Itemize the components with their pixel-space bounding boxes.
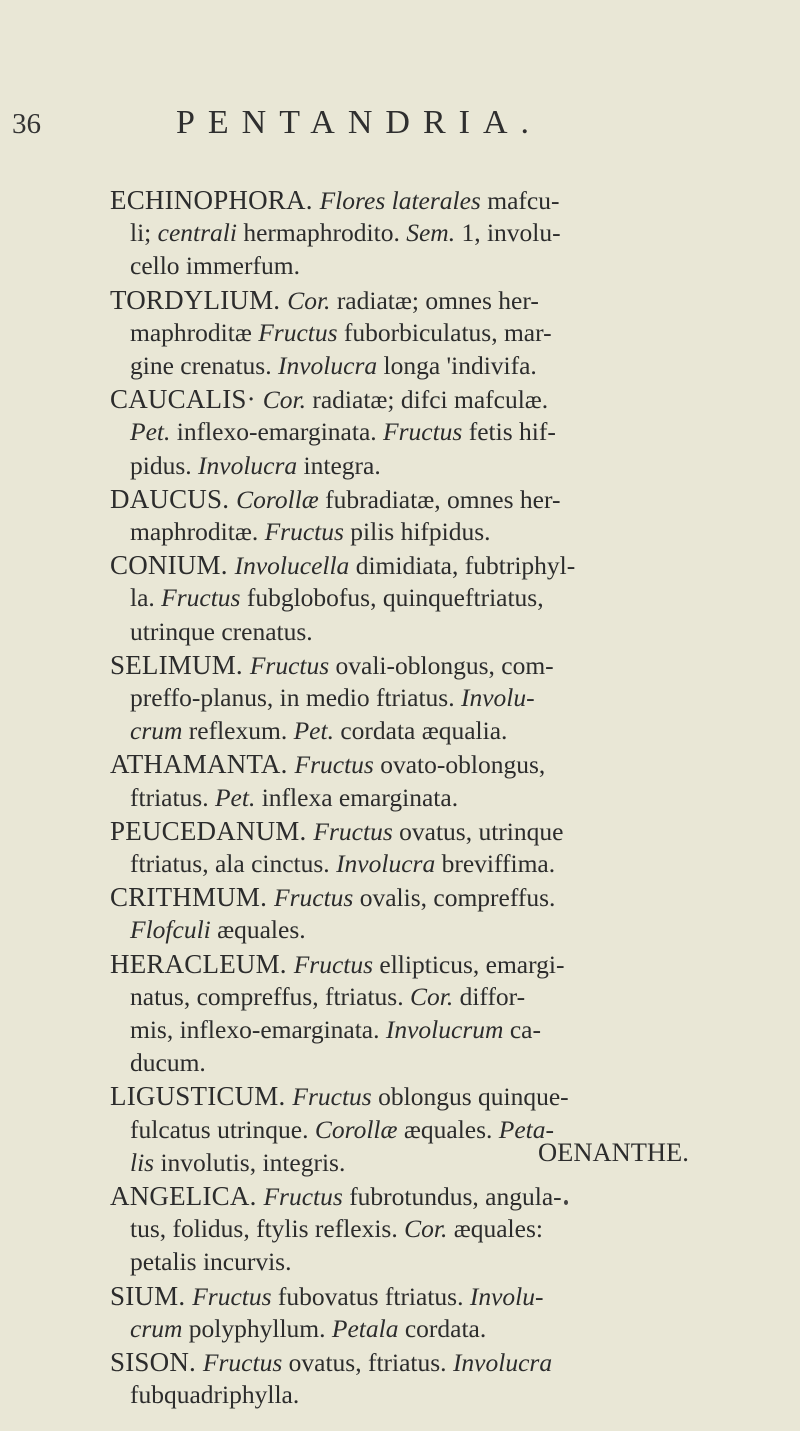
entry-continuation-line xyxy=(130,417,556,447)
italic-term: Fructus xyxy=(274,883,354,913)
genus-name: PEUCEDANUM. xyxy=(110,815,314,846)
text-run: gine crenatus. xyxy=(130,351,278,380)
entry-heading-line xyxy=(110,285,539,315)
text-run: longa 'indivifa. xyxy=(377,351,537,380)
text-run: ducum. xyxy=(130,1048,206,1078)
italic-term: Pet. xyxy=(293,716,334,746)
entry-continuation-line xyxy=(130,716,507,746)
italic-term: Fructus xyxy=(313,816,393,846)
italic-term: Fructus xyxy=(294,750,374,780)
text-run: reflexum. xyxy=(182,716,294,746)
italic-term: Involucra xyxy=(198,450,298,480)
genus-name: DAUCUS. xyxy=(110,483,237,514)
text-run: radiatæ; omnes her- xyxy=(330,285,539,315)
text-run: fubquadriphylla. xyxy=(130,1380,300,1410)
entry-heading-line xyxy=(110,185,559,215)
entry-continuation-line xyxy=(130,351,537,381)
italic-term: Involucra xyxy=(336,849,436,878)
entry-heading-line xyxy=(110,1281,544,1311)
text-run: inflexo-emarginata. xyxy=(170,417,384,447)
italic-term: Fructus xyxy=(202,1348,283,1377)
text-run: fubglobofus, quinqueftriatus, xyxy=(240,583,544,613)
italic-term: Corollæ xyxy=(236,484,319,514)
italic-term: Petala xyxy=(331,1313,399,1343)
entry-continuation-line xyxy=(130,982,525,1012)
italic-term: centrali xyxy=(157,218,237,248)
text-run: radiatæ; difci mafculæ. xyxy=(306,385,549,415)
text-run: dimidiata, fubtriphyl- xyxy=(349,551,576,581)
text-run: ovalis, compreffus. xyxy=(353,883,556,913)
entry-continuation-line xyxy=(130,849,555,879)
text-run: integra. xyxy=(297,450,381,480)
italic-term: Fructus xyxy=(258,317,338,347)
entry-continuation-line xyxy=(130,1115,554,1145)
italic-term: Fructus xyxy=(192,1281,272,1311)
text-run: mis, inflexo-emarginata. xyxy=(130,1015,386,1044)
italic-term: crum xyxy=(130,716,183,746)
italic-term: Involucella xyxy=(234,551,350,581)
genus-name: ANGELICA. xyxy=(110,1181,264,1211)
italic-term: Peta- xyxy=(498,1114,555,1144)
text-run: utrinque crenatus. xyxy=(130,616,313,646)
text-run: fubovatus ftriatus. xyxy=(271,1281,470,1311)
italic-term: Cor. xyxy=(404,1214,448,1244)
genus-name: TORDYLIUM. xyxy=(110,284,288,315)
italic-term: Involucrum xyxy=(385,1015,504,1044)
text-run: breviffima. xyxy=(435,849,556,878)
text-run: fubrotundus, angula- xyxy=(342,1182,562,1211)
text-run: ovatus, ftriatus. xyxy=(282,1348,453,1377)
entry-continuation-line xyxy=(130,251,300,281)
text-run: hermaphrodito. xyxy=(236,218,407,248)
text-run: 1, involu- xyxy=(455,218,561,248)
italic-term: Cor. xyxy=(262,385,306,415)
genus-name: ECHINOPHORA. xyxy=(110,185,320,215)
genus-name: CRITHMUM. xyxy=(110,882,275,913)
entry-continuation-line xyxy=(130,1148,345,1178)
running-head: PENTANDRIA. xyxy=(176,104,542,141)
entry-heading-line xyxy=(110,384,548,414)
entry-heading-line xyxy=(110,484,560,514)
entry-continuation-line xyxy=(130,218,561,248)
catchword: OENANTHE. xyxy=(538,1137,689,1167)
italic-term: Fructus xyxy=(264,517,344,546)
text-run: pilis hifpidus. xyxy=(343,517,491,546)
entry-heading-line xyxy=(110,550,575,580)
text-run: tus, folidus, ftylis reflexis. xyxy=(130,1214,405,1244)
text-run: preffo-planus, in medio ftriatus. xyxy=(130,683,461,712)
text-run: cordata. xyxy=(398,1313,487,1343)
text-run: ca- xyxy=(503,1015,541,1044)
entry-continuation-line xyxy=(130,915,306,945)
italic-term: Involucra xyxy=(277,351,378,380)
italic-term: Fructus xyxy=(249,650,330,680)
entry-heading-line xyxy=(110,1181,562,1211)
text-run: involutis, integris. xyxy=(154,1147,346,1177)
italic-term: Fructus xyxy=(292,1082,372,1112)
entry-continuation-line xyxy=(130,451,381,481)
genus-name: HERACLEUM. xyxy=(110,948,294,979)
italic-term: Fructus xyxy=(161,583,241,613)
text-run: inflexa emarginata. xyxy=(255,782,459,812)
entry-heading-line xyxy=(110,882,555,912)
text-run: diffor- xyxy=(453,981,526,1011)
text-run: la. xyxy=(130,583,162,613)
entry-continuation-line xyxy=(130,318,552,348)
text-run: petalis incurvis. xyxy=(130,1247,292,1277)
page-number: 36 xyxy=(12,108,41,140)
genus-name: SIUM. xyxy=(110,1280,193,1311)
italic-term: Involu- xyxy=(460,683,535,712)
italic-term: lis xyxy=(130,1147,155,1177)
text-run: ftriatus. xyxy=(130,782,215,812)
entry-continuation-line xyxy=(130,517,491,547)
entry-heading-line xyxy=(110,1081,569,1111)
entry-continuation-line xyxy=(130,583,544,613)
text-run: fubradiatæ, omnes her- xyxy=(318,484,561,514)
italic-term: Corollæ xyxy=(314,1114,398,1144)
entry-continuation-line xyxy=(130,1380,299,1410)
text-run: ellipticus, emargi- xyxy=(373,949,565,979)
entry-continuation-line xyxy=(130,1314,486,1344)
text-run: fuborbiculatus, mar- xyxy=(337,317,552,347)
entry-heading-line xyxy=(110,749,545,779)
entry-continuation-line xyxy=(130,1214,543,1244)
entry-continuation-line xyxy=(130,1247,291,1277)
entry-continuation-line xyxy=(130,683,535,713)
text-run: cordata æqualia. xyxy=(333,716,508,746)
italic-term: crum xyxy=(130,1313,183,1343)
italic-term: Involu- xyxy=(469,1281,544,1311)
italic-term: Cor. xyxy=(409,981,454,1011)
entry-heading-line xyxy=(110,949,564,979)
italic-term: Pet. xyxy=(214,782,256,812)
entry-continuation-line xyxy=(130,617,313,647)
genus-name: ATHAMANTA. xyxy=(110,749,295,780)
genus-name: LIGUSTICUM. xyxy=(110,1081,293,1112)
text-run: maphroditæ. xyxy=(130,517,265,546)
italic-term: Flofculi xyxy=(130,915,211,945)
ink-speck xyxy=(564,1200,568,1205)
genus-name: CAUCALIS· xyxy=(110,384,263,415)
entry-continuation-line xyxy=(130,1048,206,1078)
text-run: æquales: xyxy=(447,1214,543,1244)
text-run: polyphyllum. xyxy=(182,1313,332,1343)
italic-term: Involucra xyxy=(452,1348,553,1377)
genus-name: CONIUM. xyxy=(110,550,235,581)
entry-continuation-line xyxy=(130,1015,541,1045)
italic-term: Pet. xyxy=(130,417,171,447)
text-run: mafcu- xyxy=(480,186,560,215)
italic-term: Fructus xyxy=(293,949,374,979)
text-run: ovatus, utrinque xyxy=(392,816,564,846)
text-run: oblongus quinque- xyxy=(371,1082,569,1112)
italic-term: Fructus xyxy=(383,417,463,447)
text-run: æquales. xyxy=(397,1114,499,1144)
text-run: cello immerfum. xyxy=(130,251,300,281)
text-run: ftriatus, ala cinctus. xyxy=(130,849,337,878)
text-run: maphroditæ xyxy=(130,317,259,347)
text-run: æquales. xyxy=(210,915,306,945)
entry-heading-line xyxy=(110,816,563,846)
text-run: ovali-oblongus, com- xyxy=(329,650,554,680)
italic-term: Sem. xyxy=(406,218,456,248)
italic-term: Cor. xyxy=(287,285,331,315)
entry-continuation-line xyxy=(130,783,458,813)
text-run: pidus. xyxy=(130,450,199,480)
text-run: ovato-oblongus, xyxy=(373,750,546,780)
text-run: fetis hif- xyxy=(462,417,556,447)
entry-heading-line xyxy=(110,1347,552,1377)
text-run: li; xyxy=(130,218,158,248)
genus-name: SELIMUM. xyxy=(110,649,250,680)
entry-heading-line xyxy=(110,650,554,680)
text-run: fulcatus utrinque. xyxy=(130,1114,315,1144)
genus-name: SISON. xyxy=(110,1347,203,1377)
text-run: natus, compreffus, ftriatus. xyxy=(130,981,410,1011)
italic-term: Fructus xyxy=(263,1182,343,1211)
italic-term: Flores laterales xyxy=(319,186,481,215)
